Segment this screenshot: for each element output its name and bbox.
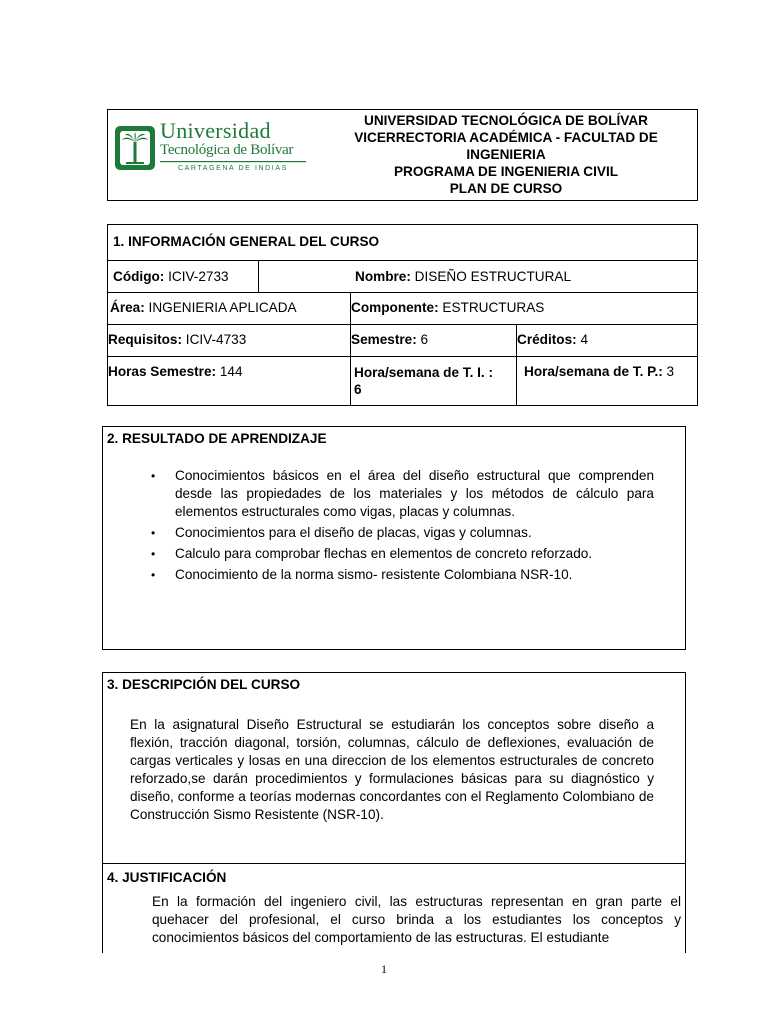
tp-value: 3 xyxy=(666,364,675,379)
header-line-vicerrectoria: VICERRECTORIA ACADÉMICA - FACULTAD DE xyxy=(354,130,658,145)
justification-text: En la formación del ingeniero civil, las estructuras representan en gran parte el quehacer del profesional, el curso brinda a los estudiantes los conceptos y conocimientos básicos del comportamiento de las estructuras. El estudiante xyxy=(152,894,681,945)
course-description-section xyxy=(102,672,686,864)
tp-cell xyxy=(516,357,698,406)
creditos-label: Créditos: xyxy=(517,332,577,347)
section2-title: 2. RESULTADO DE APRENDIZAJE xyxy=(107,431,327,446)
componente-label: Componente: xyxy=(351,300,439,315)
logo-tagline: CARTAGENA DE INDIAS xyxy=(178,165,288,172)
page-number: 1 xyxy=(381,962,387,976)
course-description-text: En la asignatural Diseño Estructural se estudiarán los conceptos sobre diseño a flexión, tracción diagonal, torsión, columnas, cálculo de deflexiones, evaluación de cargas verticales y losas en una direccion de los elementos estructurales de concreto reforzado,se darán procedimientos y formulaciones básicas para su diagnóstico y diseño, conforme a teorías modernas concordantes con el Reglamento Colombiano de Construcción Sismo Resistente (NSR-10). xyxy=(130,717,654,822)
semestre-value: 6 xyxy=(420,332,429,347)
list-item: • Conocimientos para el diseño de placas, vigas y columnas. xyxy=(151,524,654,542)
horas-cell xyxy=(108,357,350,406)
learning-outcomes-list xyxy=(151,467,654,587)
area-cell xyxy=(110,293,350,324)
area-label: Área: xyxy=(110,300,145,315)
info-row-codigo xyxy=(108,261,697,293)
section4-title: 4. JUSTIFICACIÓN xyxy=(107,870,227,885)
list-item: • Conocimiento de la norma sismo- resistente Colombiana NSR-10. xyxy=(151,566,654,584)
info-title-row xyxy=(108,225,697,261)
requisitos-cell xyxy=(108,325,350,356)
general-info-table xyxy=(107,224,698,406)
nombre-cell xyxy=(258,261,698,292)
list-item: • Calculo para comprobar flechas en elementos de concreto reforzado. xyxy=(151,545,654,563)
ti-value: 6 xyxy=(354,382,362,397)
codigo-cell xyxy=(113,261,258,292)
info-title: 1. INFORMACIÓN GENERAL DEL CURSO xyxy=(113,234,380,249)
componente-value: ESTRUCTURAS xyxy=(442,300,545,315)
header-line-programa: PROGRAMA DE INGENIERIA CIVIL xyxy=(393,164,619,179)
requisitos-label: Requisitos: xyxy=(108,332,183,347)
ti-label: Hora/semana de T. I. : xyxy=(354,365,494,380)
logo-name-line2: Tecnológica de Bolívar xyxy=(160,142,294,158)
info-row-requisitos xyxy=(108,325,697,357)
area-value: INGENIERIA APLICADA xyxy=(148,300,297,315)
nombre-label: Nombre: xyxy=(355,269,411,284)
creditos-value: 4 xyxy=(580,332,589,347)
info-row-area xyxy=(108,293,697,325)
info-row-horas xyxy=(108,357,697,406)
requisitos-value: ICIV-4733 xyxy=(185,332,247,347)
horas-label: Horas Semestre: xyxy=(108,364,217,379)
tp-label: Hora/semana de T. P.: xyxy=(524,364,663,379)
header-line-university: UNIVERSIDAD TECNOLÓGICA DE BOLÍVAR xyxy=(364,113,648,128)
learning-outcomes-section xyxy=(102,426,686,650)
section3-title: 3. DESCRIPCIÓN DEL CURSO xyxy=(107,677,301,692)
semestre-cell xyxy=(350,325,516,356)
codigo-label: Código: xyxy=(113,269,165,284)
creditos-cell xyxy=(516,325,698,356)
logo-name-line1: Universidad xyxy=(160,118,271,143)
componente-cell xyxy=(350,293,698,324)
header-title-block xyxy=(316,112,696,197)
nombre-value: DISEÑO ESTRUCTURAL xyxy=(414,269,572,284)
codigo-value: ICIV-2733 xyxy=(168,269,229,284)
horas-value: 144 xyxy=(219,364,243,379)
semestre-label: Semestre: xyxy=(351,332,417,347)
university-logo xyxy=(114,120,306,184)
document-header xyxy=(107,109,698,201)
justification-section xyxy=(102,863,686,953)
ti-cell xyxy=(350,357,516,406)
list-item: • Conocimientos básicos en el área del diseño estructural que comprenden desde las propiedades de los materiales y los métodos de cálculo para elementos estructurales como vigas, placas y columnas. xyxy=(151,467,654,521)
header-line-plan: PLAN DE CURSO xyxy=(449,181,563,196)
header-line-ingenieria: INGENIERIA xyxy=(466,147,546,162)
